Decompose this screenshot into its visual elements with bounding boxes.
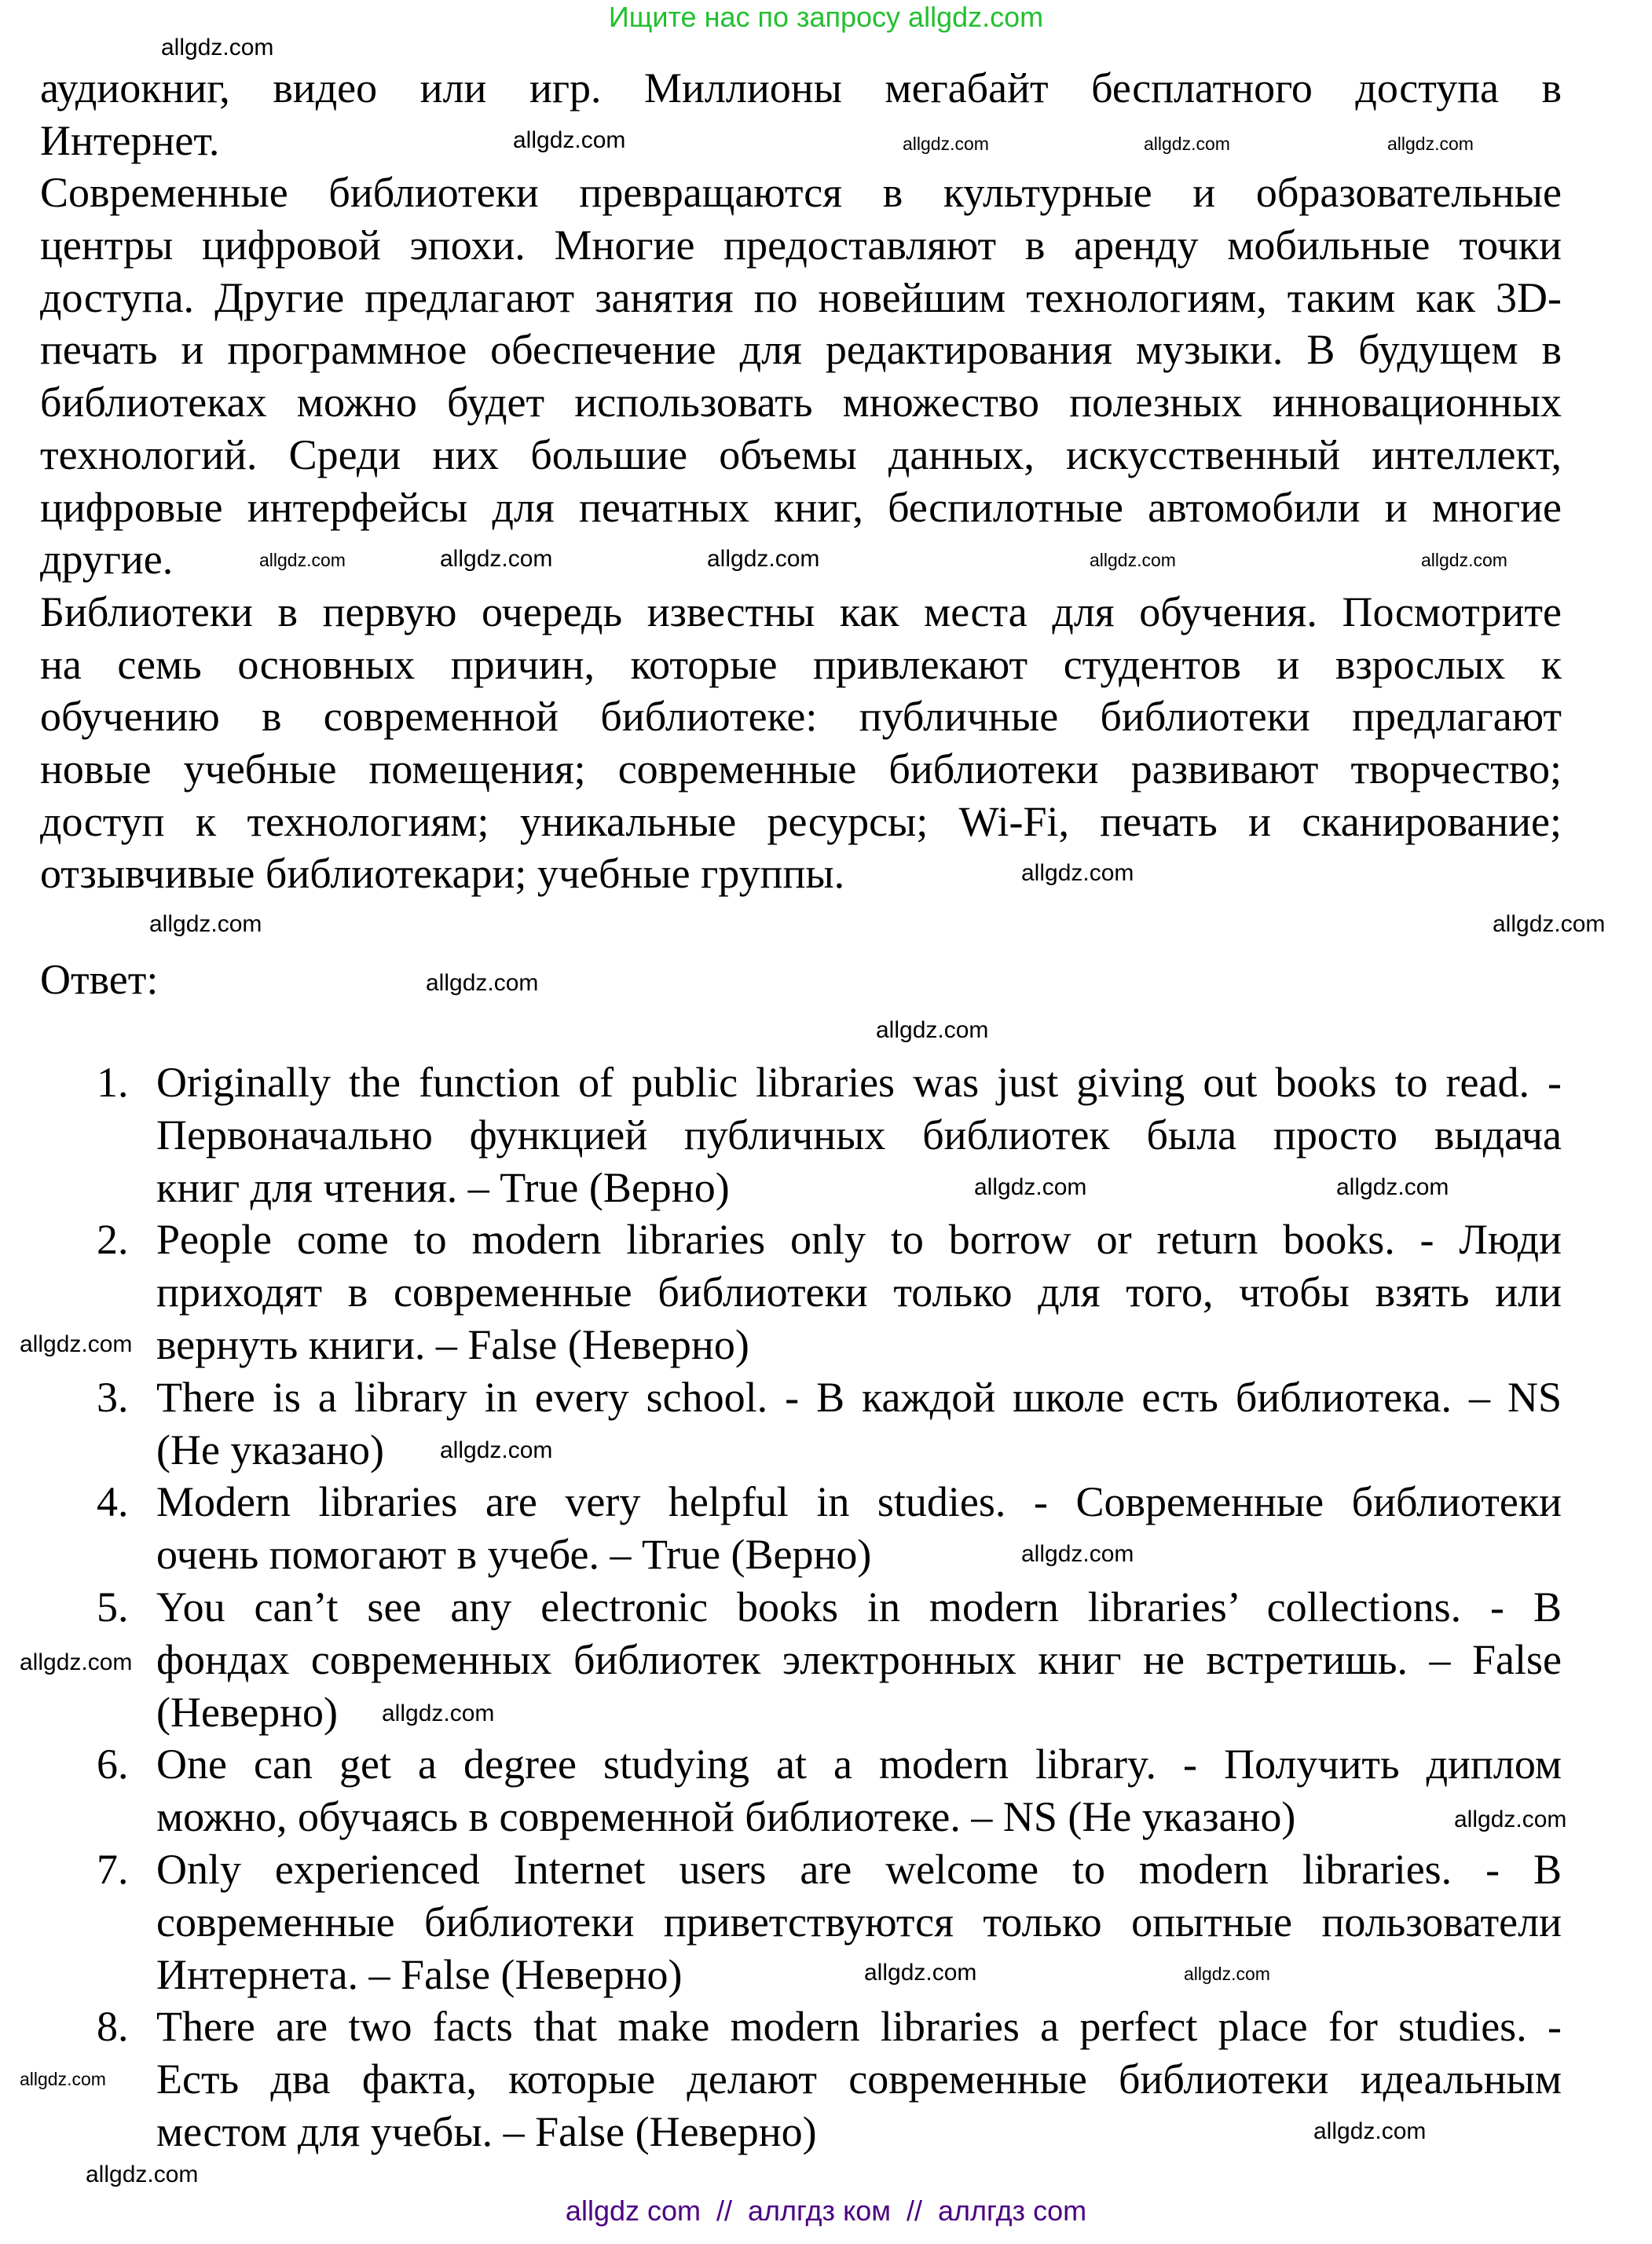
watermark: allgdz.com (426, 970, 539, 996)
watermark: allgdz.com (20, 2069, 106, 2089)
item-number: 1. (97, 1059, 129, 1106)
answer-item (40, 1371, 1562, 1477)
text-line: современные библиотеки приветствуются только опытные пользователи (156, 1898, 1562, 1946)
paragraph (40, 62, 1562, 167)
text-line: Библиотеки в первую очередь известны как места для обучения. Посмотрите (40, 588, 1562, 635)
text-line: на семь основных причин, которые привлекают студентов и взрослых к (40, 640, 1562, 688)
text-line: Originally the function of public libraries was just giving out books to read. - (156, 1059, 1562, 1106)
text-line: доступа. Другие предлагают занятия по новейшим технологиям, таким как 3D- (40, 273, 1562, 321)
answer-item (40, 1581, 1562, 1738)
watermark: allgdz.com (876, 1017, 989, 1043)
text-line: вернуть книги. – False (Неверно) (156, 1320, 749, 1368)
item-number: 3. (97, 1373, 129, 1421)
text-line: книг для чтения. – True (Верно) (156, 1163, 730, 1211)
text-line: доступ к технологиям; уникальные ресурсы; Wi-Fi, печать и сканирование; (40, 797, 1562, 845)
watermark: allgdz.com (86, 2162, 199, 2187)
text-line: Интернета. – False (Неверно) (156, 1950, 683, 1998)
text-line: Есть два факта, которые делают современные библиотеки идеальным (156, 2055, 1562, 2103)
text-line: можно, обучаясь в современной библиотеке. – NS (Не указано) (156, 1793, 1296, 1841)
watermark: allgdz.com (974, 1174, 1087, 1200)
item-number: 8. (97, 2003, 129, 2051)
watermark: allgdz.com (513, 127, 626, 153)
watermark: allgdz.com (1493, 911, 1606, 937)
item-number: 5. (97, 1583, 129, 1631)
watermark: allgdz.com (20, 1649, 133, 1675)
text-line: Современные библиотеки превращаются в культурные и образовательные (40, 169, 1562, 217)
watermark: allgdz.com (1021, 1541, 1134, 1567)
text-line: технологий. Среди них большие объемы данных, искусственный интеллект, (40, 430, 1562, 478)
paragraph (40, 586, 1562, 900)
watermark: allgdz.com (440, 1437, 553, 1463)
text-line: обучению в современной библиотеке: публичные библиотеки предлагают (40, 693, 1562, 741)
text-line: цифровые интерфейсы для печатных книг, беспилотные автомобили и многие (40, 483, 1562, 531)
text-line: печать и программное обеспечение для редактирования музыки. В будущем в (40, 326, 1562, 374)
text-line: Первоначально функцией публичных библиотек была просто выдача (156, 1111, 1562, 1159)
text-line: You can’t see any electronic books in modern libraries’ collections. - В (156, 1583, 1562, 1631)
text-line: One can get a degree studying at a modern library. - Получить диплом (156, 1741, 1562, 1788)
watermark: allgdz.com (903, 134, 989, 154)
watermark: allgdz.com (440, 546, 553, 572)
text-line: (Неверно) (156, 1688, 338, 1736)
text-line: There are two facts that make modern libraries a perfect place for studies. - (156, 2003, 1562, 2051)
item-number: 6. (97, 1741, 129, 1788)
text-line: аудиокниг, видео или игр. Миллионы мегабайт бесплатного доступа в (40, 64, 1562, 112)
text-line: отзывчивые библиотекари; учебные группы. (40, 850, 845, 898)
text-line: People come to modern libraries only to borrow or return books. - Люди (156, 1216, 1562, 1264)
watermark: allgdz.com (1021, 860, 1134, 886)
item-number: 2. (97, 1216, 129, 1264)
paragraph (40, 167, 1562, 586)
text-line: другие. (40, 536, 174, 584)
text-line: Интернет. (40, 116, 220, 164)
watermark: allgdz.com (1336, 1174, 1449, 1200)
answer-item (40, 1843, 1562, 2001)
site-footer-banner: allgdz com // аллгдз ком // аллгдз com (565, 2195, 1087, 2227)
text-line: Modern libraries are very helpful in studies. - Современные библиотеки (156, 1478, 1562, 1526)
watermark: allgdz.com (707, 546, 820, 572)
answer-item (40, 1738, 1562, 1843)
answer-label: Ответ: (40, 956, 159, 1003)
text-line: центры цифровой эпохи. Многие предоставляют в аренду мобильные точки (40, 221, 1562, 269)
answer-item (40, 1214, 1562, 1371)
text-line: библиотеках можно будет использовать множество полезных инновационных (40, 379, 1562, 426)
watermark: allgdz.com (161, 35, 274, 60)
item-number: 7. (97, 1845, 129, 1893)
text-line: (Не указано) (156, 1426, 385, 1473)
watermark: allgdz.com (259, 550, 346, 570)
watermark: allgdz.com (1454, 1807, 1567, 1832)
item-number: 4. (97, 1478, 129, 1526)
text-line: приходят в современные библиотеки только для того, чтобы взять или (156, 1268, 1562, 1316)
watermark: allgdz.com (149, 911, 262, 937)
answer-item (40, 1476, 1562, 1581)
watermark: allgdz.com (1421, 550, 1507, 570)
text-line: местом для учебы. – False (Неверно) (156, 2107, 817, 2155)
watermark: allgdz.com (1144, 134, 1230, 154)
watermark: allgdz.com (382, 1700, 495, 1726)
text-line: Only experienced Internet users are welcome to modern libraries. - В (156, 1845, 1562, 1893)
answer-list (40, 1056, 1562, 2158)
text-line: новые учебные помещения; современные библиотеки развивают творчество; (40, 745, 1562, 793)
watermark: allgdz.com (1387, 134, 1474, 154)
site-header-banner: Ищите нас по запросу allgdz.com (608, 1, 1044, 33)
watermark: allgdz.com (1184, 1964, 1270, 1984)
text-line: фондах современных библиотек электронных книг не встретишь. – False (156, 1635, 1562, 1683)
text-body (40, 62, 1562, 900)
watermark: allgdz.com (1090, 550, 1176, 570)
text-line: очень помогают в учебе. – True (Верно) (156, 1531, 872, 1579)
watermark: allgdz.com (1313, 2118, 1427, 2144)
text-line: There is a library in every school. - В каждой школе есть библиотека. – NS (156, 1373, 1562, 1421)
watermark: allgdz.com (20, 1331, 133, 1357)
answer-item (40, 1056, 1562, 1214)
watermark: allgdz.com (864, 1960, 977, 1986)
